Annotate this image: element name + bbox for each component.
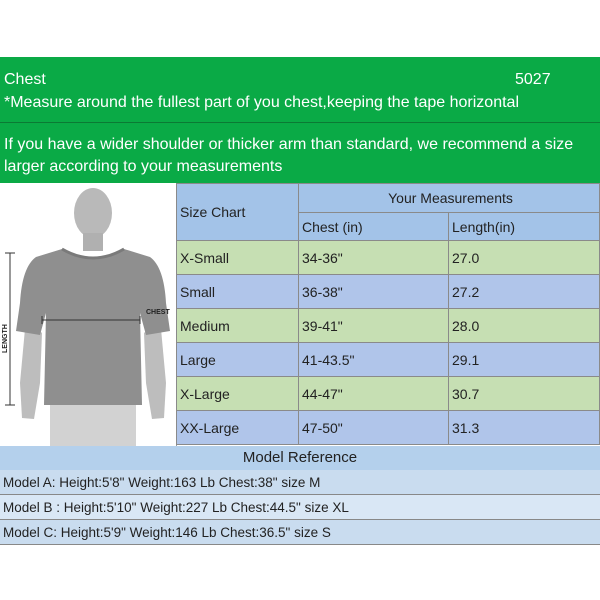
size-cell: Small — [177, 275, 299, 309]
your-measurements-header: Your Measurements — [299, 184, 600, 213]
chest-label: CHEST — [146, 309, 170, 316]
size-chart-label: Size Chart — [177, 184, 299, 241]
size-cell: X-Small — [177, 241, 299, 275]
chest-cell: 36-38" — [299, 275, 449, 309]
chest-cell: 34-36" — [299, 241, 449, 275]
chest-column-header: Chest (in) — [299, 213, 449, 241]
length-cell: 30.7 — [449, 377, 600, 411]
table-row — [177, 377, 600, 411]
shoulder-note: If you have a wider shoulder or thicker arm than standard, we recommend a size larger according to your measurements — [4, 136, 574, 175]
tshirt-figure — [0, 183, 177, 447]
chest-cell: 44-47" — [299, 377, 449, 411]
neck-shape — [83, 233, 103, 251]
measure-note: *Measure around the fullest part of you chest,keeping the tape horizontal — [4, 94, 519, 111]
tshirt-person-illustration — [0, 183, 176, 446]
length-cell: 27.2 — [449, 275, 600, 309]
header-banner — [0, 57, 600, 183]
table-row — [177, 309, 600, 343]
length-cell: 31.3 — [449, 411, 600, 445]
size-cell: X-Large — [177, 377, 299, 411]
length-cell: 28.0 — [449, 309, 600, 343]
table-row — [177, 343, 600, 377]
size-cell: Medium — [177, 309, 299, 343]
table-row — [177, 411, 600, 445]
chest-cell: 39-41" — [299, 309, 449, 343]
size-chart-table — [176, 183, 600, 445]
length-label: LENGTH — [2, 324, 9, 353]
chest-cell: 41-43.5" — [299, 343, 449, 377]
chest-cell: 47-50" — [299, 411, 449, 445]
model-c-row: Model C: Height:5'9" Weight:146 Lb Chest:36.5" size S — [0, 520, 600, 545]
banner-divider — [0, 122, 600, 123]
chest-title: Chest — [4, 71, 46, 88]
length-cell: 29.1 — [449, 343, 600, 377]
model-reference-title: Model Reference — [0, 446, 600, 471]
legs-shape — [50, 405, 136, 446]
size-cell: XX-Large — [177, 411, 299, 445]
size-cell: Large — [177, 343, 299, 377]
table-row — [177, 241, 600, 275]
model-a-row: Model A: Height:5'8" Weight:163 Lb Chest:38" size M — [0, 470, 600, 495]
product-code: 5027 — [515, 71, 551, 88]
length-cell: 27.0 — [449, 241, 600, 275]
table-row — [177, 275, 600, 309]
head-shape — [74, 188, 112, 238]
length-column-header: Length(in) — [449, 213, 600, 241]
model-b-row: Model B : Height:5'10" Weight:227 Lb Chest:44.5" size XL — [0, 495, 600, 520]
